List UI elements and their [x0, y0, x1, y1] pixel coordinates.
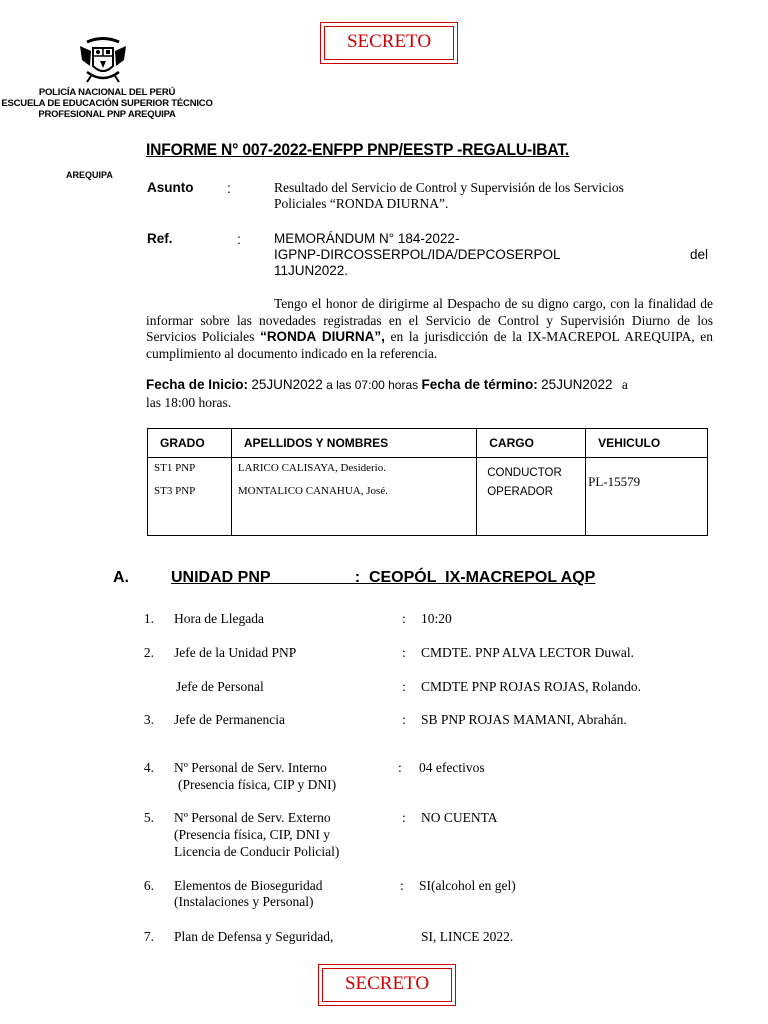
item-value: 10:20 [421, 611, 452, 626]
item-value: SI, LINCE 2022. [421, 929, 514, 944]
start-date: 25JUN2022 [251, 377, 323, 392]
item-value: CMDTE PNP ROJAS ROJAS, Rolando. [421, 679, 642, 694]
item-label-sub: (Instalaciones y Personal) [174, 894, 314, 909]
item-colon: : [402, 611, 406, 626]
ref-colon: : [237, 231, 241, 247]
asunto-label: Asunto [147, 180, 194, 195]
table-row [148, 458, 708, 536]
ref-line-2-del: del [690, 247, 709, 262]
item-number: 2. [143, 645, 154, 660]
item-value: NO CUENTA [421, 810, 498, 825]
item-value: CMDTE. PNP ALVA LECTOR Duwal. [421, 645, 635, 660]
nombre-1: LARICO CALISAYA, Desiderio. [237, 462, 386, 474]
intro-paragraph [146, 296, 713, 362]
section-a-letter: A. [113, 569, 129, 586]
item-label: Jefe de Personal [176, 679, 264, 694]
item-colon: : [402, 810, 406, 825]
cargo-2: OPERADOR [487, 486, 554, 498]
start-date-label: Fecha de Inicio: [146, 377, 249, 392]
report-title: INFORME N° 007-2022-ENFPP PNP/EESTP -REGALU-IBAT. [146, 140, 570, 159]
peru-coat-of-arms-icon [74, 34, 132, 86]
item-number: 4. [143, 760, 154, 775]
institution-name: POLICÍA NACIONAL DEL PERÚ [38, 87, 176, 98]
secreto-stamp-bottom: SECRETO [322, 968, 452, 1002]
intro-text-1: Tengo el honor de dirigirme al Despacho de su digno cargo, con la finalidad de informar sobre las novedades registradas en el Servicio de Control y Supervisión Diurno de los Servicios Policiales [146, 296, 713, 344]
col-header-nombres: APELLIDOS Y NOMBRES [231, 429, 476, 458]
asunto-line-2: Policiales “RONDA DIURNA”. [274, 196, 449, 211]
ref-line-1: MEMORÁNDUM N° 184-2022- [274, 231, 460, 246]
end-date-label: Fecha de término: [421, 377, 538, 392]
institution-location: PROFESIONAL PNP AREQUIPA [38, 109, 176, 120]
item-colon: : [402, 712, 406, 727]
item-label: Jefe de Permanencia [174, 712, 285, 727]
item-label-sub: (Presencia física, CIP, DNI y [174, 827, 330, 842]
item-colon: : [402, 679, 406, 694]
item-label: Jefe de la Unidad PNP [174, 645, 297, 660]
cargo-1: CONDUCTOR [487, 467, 562, 479]
col-header-vehiculo: VEHICULO [586, 429, 708, 458]
grado-cell [148, 458, 232, 536]
city-label: AREQUIPA [66, 170, 113, 180]
item-label: Hora de Llegada [174, 611, 264, 626]
item-number: 7. [143, 929, 154, 944]
grado-1: ST1 PNP [154, 462, 196, 474]
item-label-sub: (Presencia física, CIP y DNI) [178, 777, 337, 792]
end-time: las 18:00 horas. [146, 395, 232, 410]
asunto-colon: : [227, 180, 231, 196]
item-value: SI(alcohol en gel) [419, 878, 516, 893]
intro-text-2: en la jurisdicción de la IX-MACREPOL AREQUIPA, en cumplimiento al documento indicado en la referencia. [146, 329, 714, 361]
end-time-a: a [621, 377, 628, 392]
section-a-title: UNIDAD PNP : CEOPÓL IX-MACREPOL AQP [171, 569, 596, 586]
item-label-sub: Licencia de Conducir Policial) [174, 844, 340, 859]
ref-line-3: 11JUN2022. [274, 263, 349, 278]
item-number: 5. [143, 810, 154, 825]
nombre-2: MONTALICO CANAHUA, José. [237, 485, 388, 497]
intro-text-bold: “RONDA DIURNA”, [260, 329, 385, 344]
col-header-grado: GRADO [148, 429, 232, 458]
institution-school: ESCUELA DE EDUCACIÓN SUPERIOR TÉCNICO [1, 98, 213, 109]
col-header-cargo: CARGO [477, 429, 586, 458]
secreto-stamp-top: SECRETO [324, 26, 454, 60]
item-number: 1. [143, 611, 154, 626]
ref-line-2: IGPNP-DIRCOSSERPOL/IDA/DEPCOSERPOL [274, 247, 561, 262]
item-label: Nº Personal de Serv. Externo [174, 810, 331, 825]
nombres-cell [231, 458, 476, 536]
start-time: a las 07:00 horas [326, 378, 419, 392]
vehiculo-cell [586, 458, 708, 536]
dates-line [146, 377, 628, 393]
item-value: SB PNP ROJAS MAMANI, Abrahán. [421, 712, 627, 727]
grado-2: ST3 PNP [154, 485, 196, 497]
item-number: 6. [143, 878, 154, 893]
item-label: Nº Personal de Serv. Interno [174, 760, 327, 775]
item-value: 04 efectivos [419, 760, 485, 775]
item-colon: : [398, 760, 402, 775]
ref-label: Ref. [147, 231, 173, 246]
item-number: 3. [143, 712, 154, 727]
item-label: Elementos de Bioseguridad [174, 878, 323, 893]
asunto-line-1: Resultado del Servicio de Control y Supervisión de los Servicios [274, 180, 624, 195]
vehiculo-plate: PL-15579 [588, 474, 641, 489]
item-colon: : [402, 645, 406, 660]
item-colon: : [400, 878, 404, 893]
end-date: 25JUN2022 [541, 377, 613, 392]
cargo-cell [477, 458, 586, 536]
table-header-row [148, 429, 708, 458]
crew-table [147, 428, 708, 536]
item-label: Plan de Defensa y Seguridad, [174, 929, 334, 944]
